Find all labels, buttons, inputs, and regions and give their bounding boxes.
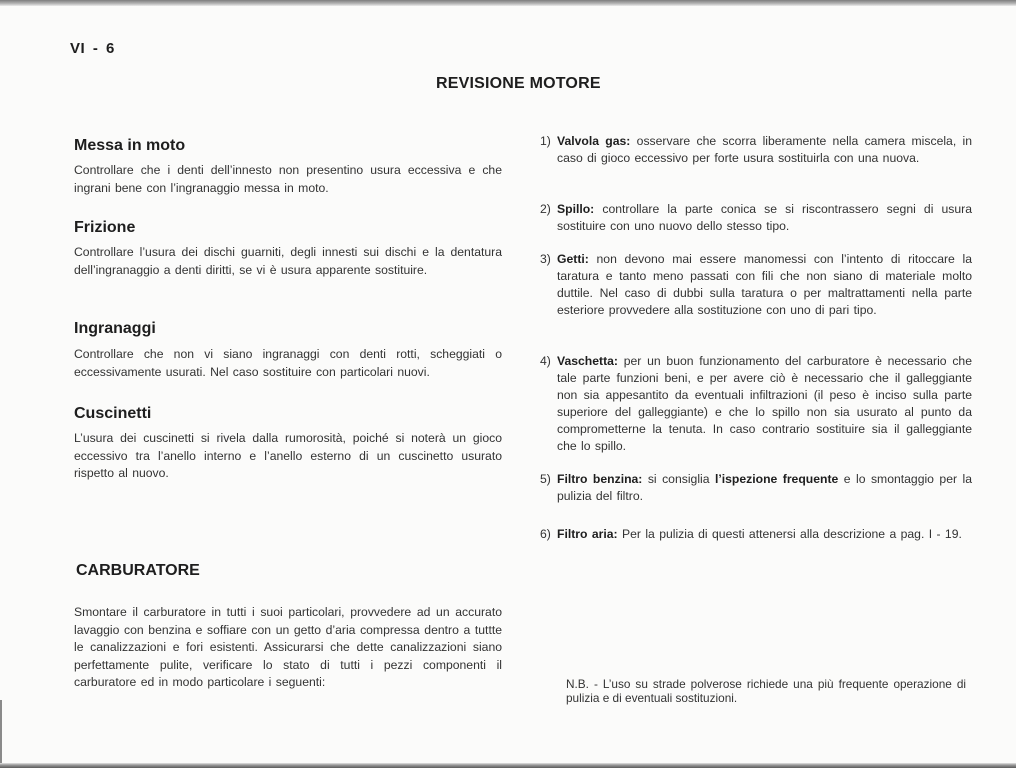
page-number: VI - 6 <box>70 40 115 57</box>
list-item-spillo <box>540 201 972 235</box>
list-item-emphasis: l’ispezione frequente <box>714 472 839 486</box>
list-item-valvola-gas <box>540 133 972 167</box>
list-item-getti <box>540 251 972 319</box>
list-item-filtro-benzina <box>540 471 972 505</box>
list-item-lead: Spillo: <box>557 202 595 216</box>
section-heading-cuscinetti: Cuscinetti <box>74 405 152 422</box>
list-item-body <box>557 526 972 543</box>
list-item-number: 1) <box>540 134 551 148</box>
list-item-text: e lo smontaggio per la pulizia del filtro. <box>557 472 972 503</box>
list-item-lead: Filtro aria: <box>557 527 618 541</box>
list-item-text: controllare la parte conica se si riscontrassero segni di usura sostituire con uno nuovo dello stesso tipo. <box>557 202 972 233</box>
section-text-carburatore: Smontare il carburatore in tutti i suoi particolari, provvedere ad un accurato lavaggio con benzina e soffiare con un getto d’aria compressa dentro a tuttte le canalizzazioni e fori esistenti. Assicurarsi che dette canalizzazioni siano perfettamente pulite, verificare lo stato di tutti i pezzi componenti il carburatore ed in modo particolare i seguenti: <box>74 605 502 689</box>
list-item-body <box>557 353 972 455</box>
note-nb: N.B. - L’uso su strade polverose richiede una più frequente operazione di pulizia e di eventuali sostituzioni. <box>566 677 966 705</box>
section-heading-carburatore: CARBURATORE <box>76 562 200 579</box>
list-item-number: 6) <box>540 527 551 541</box>
list-item-number: 3) <box>540 252 551 266</box>
section-text-messa-in-moto: Controllare che i denti dell’innesto non presentino usura eccessiva e che ingrani bene con l’ingranaggio messa in moto. <box>74 163 502 195</box>
list-item-body <box>557 133 972 167</box>
list-item-body <box>557 201 972 235</box>
list-item-lead: Vaschetta: <box>557 354 618 368</box>
section-text-cuscinetti: L’usura dei cuscinetti si rivela dalla rumorosità, poiché si noterà un gioco eccessivo tra l’anello interno e l’anello esterno di un cuscinetto usurato rispetto al nuovo. <box>74 431 502 480</box>
list-item-number: 2) <box>540 202 551 216</box>
list-item-number: 4) <box>540 354 551 368</box>
list-item-lead: Filtro benzina: <box>557 472 643 486</box>
list-item-lead: Getti: <box>557 252 589 266</box>
page-title: REVISIONE MOTORE <box>436 75 601 92</box>
section-heading-messa-in-moto: Messa in moto <box>74 137 186 154</box>
list-item-text: non devono mai essere manomessi con l’intento di ritoccare la taratura e tanto meno passati con fili che non siano di materiale molto duttile. Nel caso di dubbi sulla taratura o per maltrattamenti nella parte esteriore provvedere alla sostituzione con uno di pari tipo. <box>557 252 972 317</box>
list-item-body <box>557 251 972 319</box>
page-bottom-edge-shadow <box>0 763 1016 768</box>
list-item-filtro-aria <box>540 526 972 543</box>
list-item-text: per un buon funzionamento del carburatore è necessario che tale parte funzioni beni, e per avere ciò è necessario che il galleggiante non sia appesantito da eventuali infiltrazioni (il peso è inciso sulla parte superiore del galleggiante) e che lo spillo non sia usurato al punto da comprometterne la tenuta. In caso contrario sostituire sia il galleggiante che lo spillo. <box>557 354 972 453</box>
list-item-lead: Valvola gas: <box>557 134 631 148</box>
list-item-text: osservare che scorra liberamente nella camera miscela, in caso di gioco eccessivo per forte usura sostituirla con una nuova. <box>557 134 973 165</box>
section-text-ingranaggi: Controllare che non vi siano ingranaggi con denti rotti, scheggiati o eccessivamente usurati. Nel caso sostituire con particolari nuovi. <box>74 347 502 379</box>
list-item-body <box>557 471 972 505</box>
list-item-text: Per la pulizia di questi attenersi alla descrizione a pag. I - 19. <box>617 527 962 541</box>
page-top-edge-shadow <box>0 0 1016 6</box>
section-heading-frizione: Frizione <box>74 219 136 236</box>
list-item-number: 5) <box>540 472 551 486</box>
list-item-text: si consiglia <box>642 472 715 486</box>
list-item-vaschetta <box>540 353 972 455</box>
section-heading-ingranaggi: Ingranaggi <box>74 320 156 337</box>
section-text-frizione: Controllare l’usura dei dischi guarniti, degli innesti sui dischi e la dentatura dell’ingranaggio a denti diritti, se vi è usura apparente sostituire. <box>74 245 502 277</box>
page-left-edge-shadow <box>0 700 2 768</box>
